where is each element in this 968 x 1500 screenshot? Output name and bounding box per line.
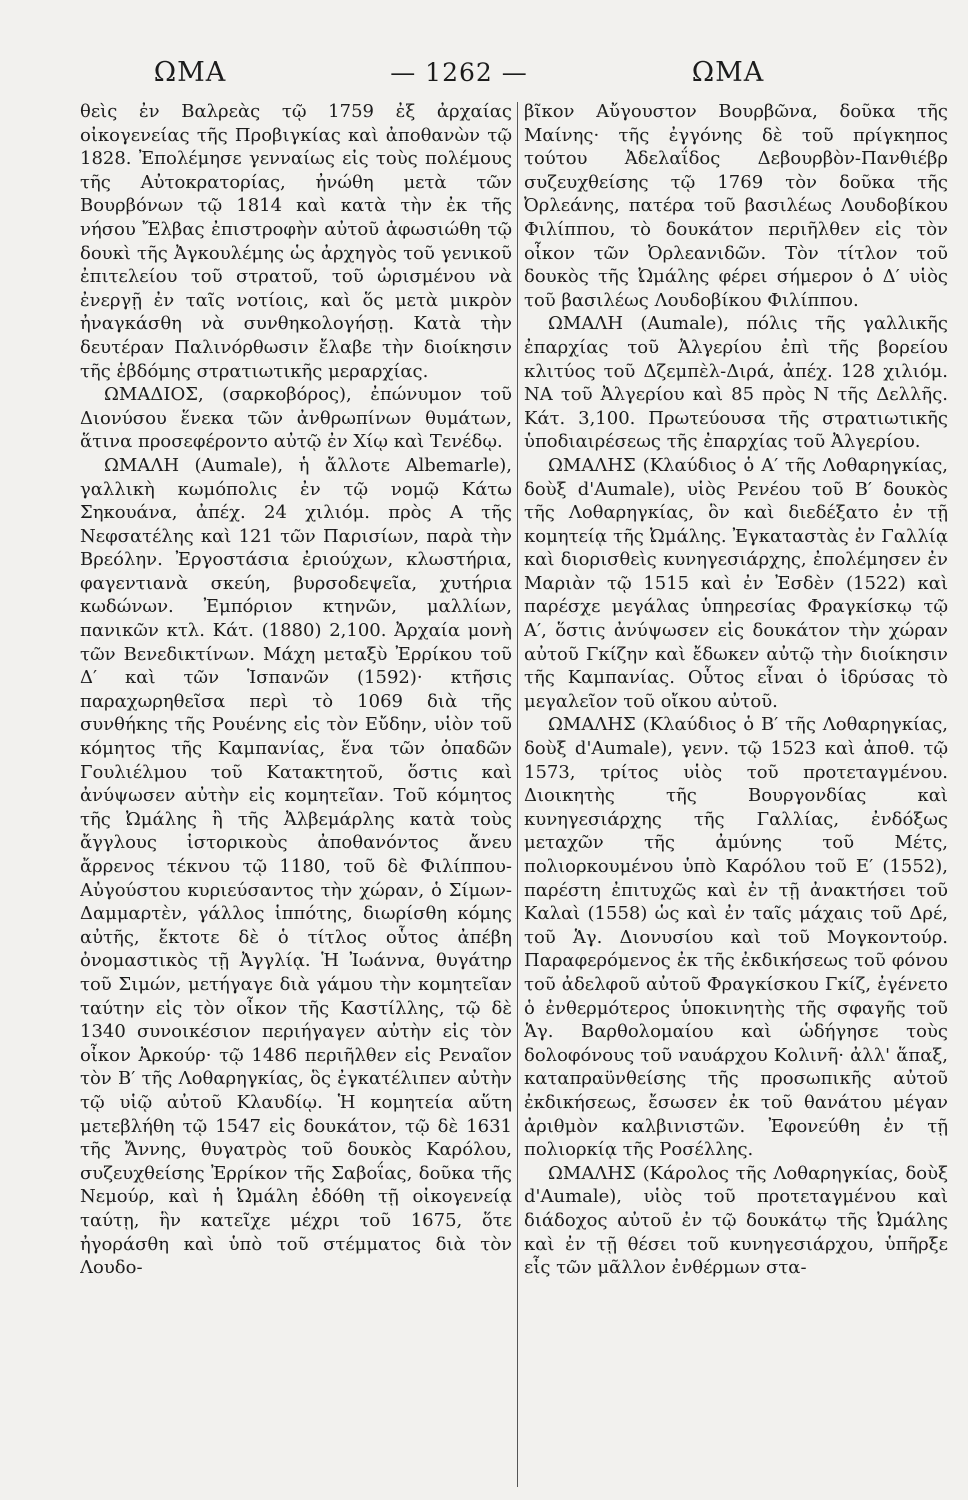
column-divider bbox=[517, 102, 518, 1487]
entry-omali-algeria: ΩΜΑΛΗ (Aumale), πόλις τῆς γαλλικῆς ἐπαρχίας τοῦ Ἀλγερίου ἐπὶ τῆς βορείου κλιτύος τοῦ Δζεμπὲλ-Διρά, ἀπέχ. 128 χιλιόμ. ΝΑ τοῦ Ἀλγερίου καὶ 85 πρὸς Ν τῆς Δελλῆς. Κάτ. 3,100. Πρωτεύουσα τῆς στρατιωτικῆς ὑποδιαιρέσεως τῆς ἐπαρχίας τοῦ Ἀλγερίου. bbox=[524, 313, 948, 453]
entry-omadios: ΩΜΑΔΙΟΣ, (σαρκοβόρος), ἐπώνυμον τοῦ Διονύσου ἕνεκα τῶν ἀνθρωπίνων θυμάτων, ἅτινα προσεφέροντο αὐτῷ ἐν Χίῳ καὶ Τενέδῳ. bbox=[80, 384, 512, 453]
entry-omalis-charles: ΩΜΑΛΗΣ (Κάρολος τῆς Λοθαρηγκίας, δοὺξ d'Aumale), υἱὸς τοῦ προτεταγμένου καὶ διάδοχος αὐτοῦ ἐν τῷ δουκάτῳ τῆς Ὠμάλης καὶ ἐν τῇ θέσει τοῦ κυνηγεσιάρχου, ὑπῆρξε εἷς τῶν μᾶλλον ἐνθέρμων στα- bbox=[524, 1162, 948, 1279]
entry-continuation: βῖκον Αὔγουστον Βουρβῶνα, δοῦκα τῆς Μαίνης· τῆς ἐγγόνης δὲ τοῦ πρίγκηπος τούτου Ἀδελαΐδος Δεβουρβὸν-Πανθιέβρ συζευχθείσης τῷ 1769 τὸν δοῦκα τῆς Ὀρλεάνης, πατέρα τοῦ βασιλέως Λουδοβίκου Φιλίππου, τὸ δουκάτον περιῆλθεν εἰς τὸν οἶκον τῶν Ὀρλεανιδῶν. Τὸν τίτλον τοῦ δουκὸς τῆς Ὠμάλης φέρει σήμερον ὁ Δ′ υἱὸς τοῦ βασιλέως Λουδοβίκου Φιλίππου. bbox=[524, 101, 948, 311]
header-right-keyword: ΩΜΑ bbox=[691, 56, 765, 88]
header-left-keyword: ΩΜΑ bbox=[153, 56, 227, 88]
entry-omalis-claudius-1: ΩΜΑΛΗΣ (Κλαύδιος ὁ Α′ τῆς Λοθαρηγκίας, δοὺξ d'Aumale), υἱὸς Ρενέου τοῦ Β′ δουκὸς τῆς Λοθαρηγκίας, ὃν καὶ διεδέξατο ἐν τῇ κομητείᾳ τῆς Ὠμάλης. Ἐγκαταστὰς ἐν Γαλλίᾳ καὶ διορισθεὶς κυνηγεσιάρχης, ἐπολέμησεν ἐν Μαριὰν τῷ 1515 καὶ ἐν Ἐσδὲν (1522) καὶ παρέσχε μεγάλας ὑπηρεσίας Φραγκίσκῳ τῷ Α′, ὅστις ἀνύψωσεν εἰς δουκάτον τὴν χώραν αὐτοῦ Γκίζην καὶ ἔδωκεν αὐτῷ τὴν διοίκησιν τῆς Καμπανίας. Οὗτος εἶναι ὁ ἱδρύσας τὸ μεγαλεῖον τοῦ οἴκου αὐτοῦ. bbox=[524, 454, 948, 712]
entry-omalis-claudius-2: ΩΜΑΛΗΣ (Κλαύδιος ὁ Β′ τῆς Λοθαρηγκίας, δοὺξ d'Aumale), γενν. τῷ 1523 καὶ ἀποθ. τῷ 1573, τρίτος υἱὸς τοῦ προτεταγμένου. Διοικητὴς τῆς Βουργονδίας καὶ κυνηγεσιάρχης τῆς Γαλλίας, ἐνδόξως μεταχῶν τῆς ἀμύνης τοῦ Μέτς, πολιορκουμένου ὑπὸ Καρόλου τοῦ Ε′ (1552), παρέστη ἐπιτυχῶς καὶ ἐν τῇ ἀνακτήσει τοῦ Καλαὶ (1558) ὡς καὶ ἐν ταῖς μάχαις τοῦ Δρέ, τοῦ Ἁγ. Διονυσίου καὶ τοῦ Μογκοντούρ. Παραφερόμενος ἐκ τῆς ἐκδικήσεως τοῦ φόνου τοῦ ἀδελφοῦ αὐτοῦ Φραγκίσκου Γκίζ, ἐγένετο ὁ ἐνθερμότερος ὑποκινητὴς τῆς σφαγῆς τοῦ Ἁγ. Βαρθολομαίου καὶ ὡδήγησε τοὺς δολοφόνους τοῦ ναυάρχου Κολινῆ· ἀλλ' ἅπαξ, καταπραϋνθείσης τῆς προσωπικῆς αὐτοῦ ἐκδικήσεως, ἔσωσεν ἐκ τοῦ θανάτου μέγαν ἀριθμὸν καλβινιστῶν. Ἐφονεύθη ἐν τῇ πολιορκίᾳ τῆς Ροσέλλης. bbox=[524, 714, 948, 1161]
entry-continuation: θεὶς ἐν Βαλρεὰς τῷ 1759 ἐξ ἀρχαίας οἰκογενείας τῆς Προβιγκίας καὶ ἀποθανὼν τῷ 1828. Ἐπολέμησε γενναίως εἰς τοὺς πολέμους τῆς Αὐτοκρατορίας, ἠνώθη μετὰ τῶν Βουρβόνων τῷ 1814 καὶ κατὰ τὴν ἐκ τῆς νήσου Ἔλβας ἐπιστροφὴν αὐτοῦ ἀφωσιώθη τῷ δουκὶ τῆς Ἀγκουλέμης ὡς ἀρχηγὸς τοῦ γενικοῦ ἐπιτελείου τοῦ στρατοῦ, τοῦ ὡρισμένου νὰ ἐνεργῇ ἐν ταῖς νοτίοις, καὶ ὅς μετὰ μικρὸν ἠναγκάσθη νὰ συνθηκολογήσῃ. Κατὰ τὴν δευτέραν Παλινόρθωσιν ἔλαβε τὴν διοίκησιν τῆς ἑβδόμης στρατιωτικῆς μεραρχίας. bbox=[80, 101, 512, 382]
page-number: — 1262 — bbox=[390, 57, 528, 87]
entry-omali-town: ΩΜΑΛΗ (Aumale), ἡ ἄλλοτε Albemarle), γαλλικὴ κωμόπολις ἐν τῷ νομῷ Κάτω Σηκουάνα, ἀπέχ. 24 χιλιόμ. πρὸς Α τῆς Νεφσατέλης καὶ 121 τῶν Παρισίων, παρὰ τὴν Βρεόλην. Ἐργοστάσια ἐριούχων, κλωστήρια, φαγεντιανὰ σκεύη, βυρσοδεψεῖα, χυτήρια κωδώνων. Ἐμπόριον κτηνῶν, μαλλίων, πανικῶν κτλ. Κάτ. (1880) 2,100. Ἀρχαία μονὴ τῶν Βενεδικτίνων. Μάχη μεταξὺ Ἐρρίκου τοῦ Δ′ καὶ τῶν Ἱσπανῶν (1592)· κτῆσις παραχωρηθεῖσα περὶ τὸ 1069 διὰ τῆς συνθήκης τῆς Ρουένης εἰς τὸν Εὔδην, υἱὸν τοῦ κόμητος τῆς Καμπανίας, ἕνα τῶν ὀπαδῶν Γουλιέλμου τοῦ Κατακτητοῦ, ὅστις καὶ ἀνύψωσεν αὐτὴν εἰς κομητεῖαν. Τοῦ κόμητος τῆς Ὠμάλης ἢ τῆς Ἀλβεμάρλης κατὰ τοὺς ἄγγλους ἱστορικοὺς ἀποθανόντος ἄνευ ἄρρενος τέκνου τῷ 1180, τοῦ δὲ Φιλίππου-Αὐγούστου κυριεύσαντος τὴν χώραν, ὁ Σίμων-Δαμμαρτὲν, γάλλος ἱππότης, διωρίσθη κόμης αὐτῆς, ἔκτοτε δὲ ὁ τίτλος οὗτος ἀπέβη ὀνομαστικὸς τῇ Ἀγγλίᾳ. Ἡ Ἰωάννα, θυγάτηρ τοῦ Σιμών, μετήγαγε διὰ γάμου τὴν κομητεῖαν ταύτην εἰς τὸν οἶκον τῆς Καστίλλης, τῷ δὲ 1340 συνοικέσιον περιήγαγεν αὐτὴν εἰς τὸν οἶκον Ἀρκούρ· τῷ 1486 περιῆλθεν εἰς Ρεναῖον τὸν Β′ τῆς Λοθαρηγκίας, ὃς ἐγκατέλιπεν αὐτὴν τῷ υἱῷ αὐτοῦ Κλαυδίῳ. Ἡ κομητεία αὕτη μετεβλήθη τῷ 1547 εἰς δουκάτον, τῷ δὲ 1631 τῆς Ἄννης, θυγατρὸς τοῦ δουκὸς Καρόλου, συζευχθείσης Ἐρρίκον τῆς Σαβοΐας, δοῦκα τῆς Νεμούρ, καὶ ἡ Ὠμάλη ἐδόθη τῇ οἰκογενείᾳ ταύτῃ, ἣν κατεῖχε μέχρι τοῦ 1675, ὅτε ἠγοράσθη καὶ ὑπὸ τοῦ στέμματος διὰ τὸν Λουδο- bbox=[80, 454, 512, 1279]
page-header bbox=[80, 52, 838, 92]
right-column bbox=[524, 100, 948, 1482]
left-column bbox=[80, 100, 512, 1482]
